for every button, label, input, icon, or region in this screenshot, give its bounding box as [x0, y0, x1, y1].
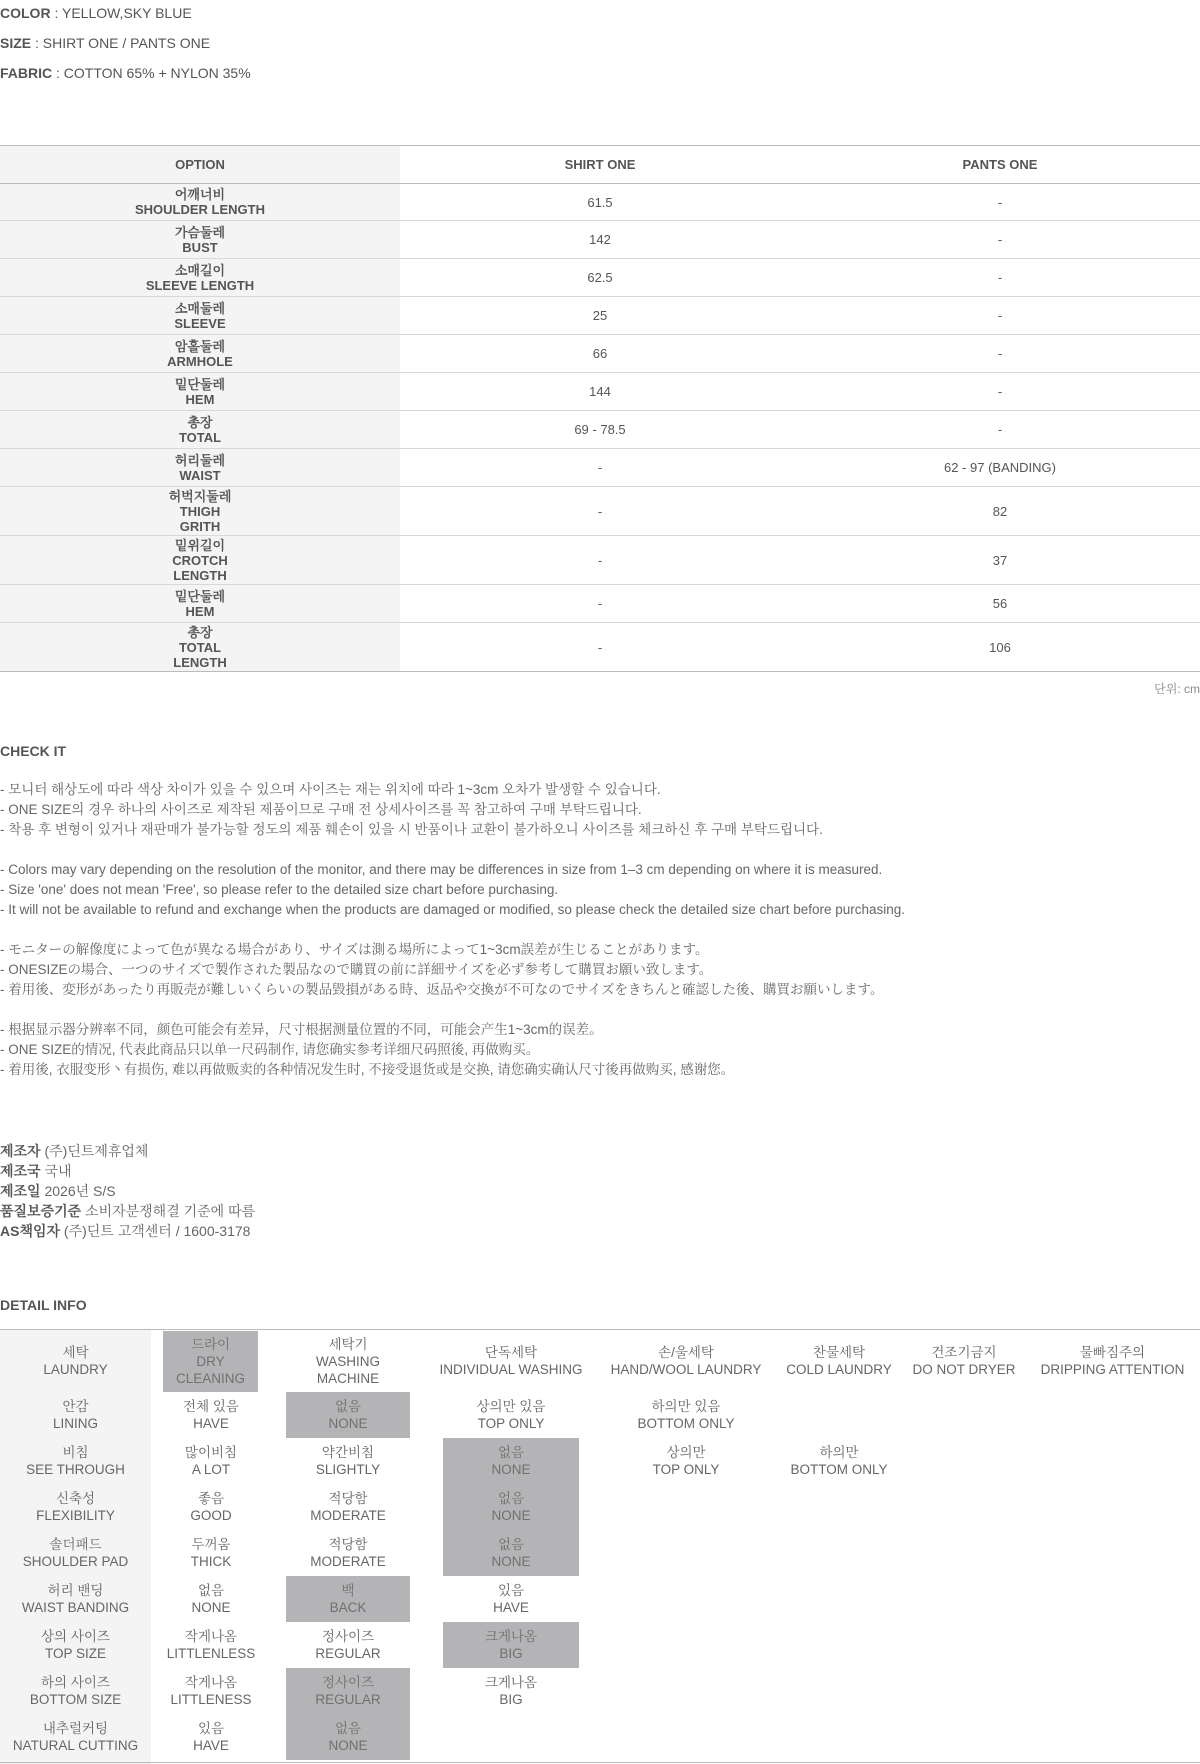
detail-cell-text: HAVE — [493, 1600, 529, 1615]
size-pants-cell: - — [800, 221, 1200, 259]
maker-label: 제조자 — [0, 1143, 41, 1159]
maker-label: 제조일 — [0, 1183, 41, 1199]
size-pants-cell: 37 — [800, 536, 1200, 585]
detail-cell-text: MODERATE — [310, 1554, 386, 1569]
spec-fabric-label: FABRIC — [0, 65, 53, 81]
detail-cell-text: SLIGHTLY — [315, 1462, 381, 1477]
spec-color-value: : YELLOW,SKY BLUE — [50, 5, 192, 21]
detail-row-label — [0, 1714, 151, 1760]
detail-cell-text: 비침 — [62, 1445, 89, 1460]
detail-option — [443, 1392, 579, 1438]
detail-cell-text: NONE — [328, 1416, 368, 1431]
detail-cell-text: 없음 — [334, 1721, 362, 1736]
detail-cell-text: WAIST BANDING — [21, 1600, 130, 1615]
detail-cell-text: 드라이 — [190, 1337, 231, 1352]
size-table-row — [0, 373, 1200, 411]
check-it-title: CHECK IT — [0, 743, 67, 759]
detail-cell-text: 단독세탁 — [484, 1345, 538, 1360]
maker-value: 국내 — [40, 1163, 72, 1179]
detail-cell-text: NATURAL CUTTING — [12, 1738, 139, 1753]
detail-cell-text: SHOULDER PAD — [22, 1554, 129, 1569]
size-table-row — [0, 585, 1200, 623]
maker-label: 제조국 — [0, 1163, 41, 1179]
detail-cell-text: 적당함 — [328, 1537, 368, 1552]
size-shirt-cell: - — [400, 623, 800, 672]
detail-cell-text: THICK — [190, 1554, 232, 1569]
detail-option — [443, 1484, 579, 1530]
detail-cell-text: TOP ONLY — [652, 1462, 720, 1477]
detail-cell-text: LITTLENLESS — [166, 1646, 256, 1661]
size-option-ko: 허벅지둘레 — [168, 488, 232, 504]
detail-option — [443, 1622, 579, 1668]
detail-cell-text: 하의만 — [819, 1445, 859, 1460]
spec-color-label: COLOR — [0, 5, 51, 21]
detail-cell-text: COLD LAUNDRY — [786, 1362, 892, 1377]
maker-value: 2026년 S/S — [40, 1183, 116, 1199]
detail-cell-text: DRIPPING ATTENTION — [1040, 1362, 1185, 1377]
detail-cell-text: 크게나옴 — [484, 1629, 538, 1644]
spec-size-label: SIZE — [0, 35, 32, 51]
detail-cell-text: 작게나옴 — [184, 1629, 238, 1644]
detail-cell-text: 크게나옴 — [484, 1675, 538, 1690]
detail-cell-text: 적당함 — [328, 1491, 368, 1506]
size-table-row — [0, 184, 1200, 221]
detail-cell-text: NONE — [191, 1600, 231, 1615]
size-option-en: BUST — [182, 239, 218, 255]
detail-row-label — [0, 1622, 151, 1668]
detail-option — [286, 1668, 410, 1714]
detail-option — [151, 1530, 271, 1576]
detail-cell-text: NONE — [328, 1738, 368, 1753]
detail-option — [1030, 1330, 1195, 1392]
detail-cell-text: 세탁기 — [328, 1336, 368, 1352]
size-option-en: WAIST — [179, 467, 221, 483]
detail-cell-text: 없음 — [497, 1491, 525, 1506]
notice-line: - モニターの解像度によって色が異なる場合があり、サイズは測る場所によって1~3cm誤差が生じることがあります。 — [0, 942, 709, 957]
detail-option — [443, 1530, 579, 1576]
notice-line: - ONE SIZE의 경우 하나의 사이즈로 제작된 제품이므로 구매 전 상세사이즈를 꼭 참고하여 구매 부탁드립니다. — [0, 802, 642, 817]
detail-cell-text: 없음 — [497, 1445, 525, 1460]
notice-line: - 根据显示器分辨率不同，颜色可能会有差异，尺寸根据测量位置的不同，可能会产生1~3cm的误差。 — [0, 1022, 603, 1037]
size-table-row — [0, 487, 1200, 536]
spec-color — [0, 5, 192, 21]
size-option-ko: 밑단둘레 — [174, 588, 226, 604]
detail-option — [437, 1330, 585, 1392]
size-shirt-cell: 66 — [400, 335, 800, 373]
detail-option — [151, 1484, 271, 1530]
detail-cell-text: 세탁 — [62, 1345, 89, 1360]
detail-option — [151, 1714, 271, 1760]
size-table-row — [0, 335, 1200, 373]
size-shirt-cell: 61.5 — [400, 184, 800, 221]
size-option-cell — [0, 259, 400, 297]
detail-cell-text: 있음 — [497, 1583, 525, 1598]
detail-row-label — [0, 1576, 151, 1622]
size-option-cell — [0, 184, 400, 221]
notice-line: - 着用後、変形があったり再販売が難しいくらいの製品毀損がある時、返品や交換が不可なのでサイズをきちんと確認した後、購買お願いします。 — [0, 982, 884, 997]
maker-label: 품질보증기준 — [0, 1203, 82, 1219]
size-pants-cell: 106 — [800, 623, 1200, 672]
detail-cell-text: 없음 — [334, 1399, 362, 1414]
header-option: OPTION — [0, 146, 400, 184]
detail-cell-text: 작게나옴 — [184, 1675, 238, 1690]
detail-option — [286, 1484, 410, 1530]
maker-line — [0, 1141, 255, 1161]
detail-cell-text: SEE THROUGH — [26, 1462, 125, 1477]
detail-cell-text: NONE — [491, 1508, 531, 1523]
detail-cell-text: 두꺼움 — [191, 1537, 231, 1552]
size-table-header — [0, 146, 1200, 184]
detail-cell-text: 약간비침 — [321, 1445, 375, 1460]
detail-option — [443, 1438, 579, 1484]
notice-korean — [0, 780, 1190, 840]
detail-cell-text: 허리 밴딩 — [47, 1583, 104, 1598]
size-option-cell — [0, 411, 400, 449]
detail-cell-text: LINING — [52, 1416, 98, 1431]
size-table-row — [0, 449, 1200, 487]
detail-cell-text: 상의만 있음 — [476, 1399, 546, 1414]
detail-option — [605, 1438, 767, 1484]
notice-japanese — [0, 940, 1190, 1000]
detail-cell-text: 신축성 — [55, 1491, 96, 1506]
detail-option — [605, 1392, 767, 1438]
detail-option — [286, 1576, 410, 1622]
size-option-cell — [0, 297, 400, 335]
detail-cell-text: 물빠짐주의 — [1079, 1345, 1146, 1360]
detail-option — [783, 1438, 895, 1484]
size-pants-cell: - — [800, 411, 1200, 449]
size-option-cell — [0, 585, 400, 623]
detail-cell-text: 상의만 — [666, 1445, 706, 1460]
detail-cell-text: DO NOT DRYER — [912, 1362, 1016, 1377]
notice-line: - 모니터 해상도에 따라 색상 차이가 있을 수 있으며 사이즈는 재는 위치에 따라 1~3cm 오차가 발생할 수 있습니다. — [0, 782, 661, 797]
size-table-row — [0, 411, 1200, 449]
detail-option-dry-cleaning — [163, 1331, 258, 1392]
notice-line: - Colors may vary depending on the resolution of the monitor, and there may be differences in size from 1–3 cm depending on where it is measured. — [0, 862, 883, 877]
size-pants-cell: - — [800, 259, 1200, 297]
detail-cell-text: BOTTOM ONLY — [790, 1462, 888, 1477]
detail-cell-text: CLEANING — [175, 1371, 246, 1386]
detail-option — [286, 1714, 410, 1760]
size-option-en: SLEEVE LENGTH — [145, 277, 255, 293]
notice-line: - 착용 후 변형이 있거나 재판매가 불가능할 정도의 제품 훼손이 있을 시 반품이나 교환이 불가하오니 사이즈를 체크하신 후 구매 부탁드립니다. — [0, 822, 823, 837]
size-shirt-cell: 62.5 — [400, 259, 800, 297]
size-option-en: ARMHOLE — [167, 353, 233, 369]
detail-option — [605, 1330, 767, 1392]
detail-option — [783, 1330, 895, 1392]
detail-row-label — [0, 1530, 151, 1576]
detail-cell-text: HAVE — [193, 1416, 229, 1431]
maker-line — [0, 1221, 255, 1241]
detail-cell-text: 백 — [341, 1583, 355, 1598]
detail-cell-text: 하의만 있음 — [651, 1399, 721, 1414]
size-option-ko: 어깨너비 — [174, 187, 226, 202]
detail-cell-text: REGULAR — [315, 1692, 381, 1707]
size-shirt-cell: - — [400, 487, 800, 536]
size-option-ko: 허리둘레 — [174, 452, 226, 468]
spec-fabric — [0, 65, 251, 81]
detail-cell-text: WASHING MACHINE — [316, 1353, 380, 1386]
size-option-en: THIGH — [179, 503, 221, 519]
size-pants-cell: 56 — [800, 585, 1200, 623]
detail-option — [286, 1330, 410, 1392]
spec-size — [0, 35, 210, 51]
size-option-ko: 소매둘레 — [174, 300, 226, 316]
size-option-en: SHOULDER LENGTH — [135, 202, 265, 217]
size-pants-cell: - — [800, 184, 1200, 221]
size-option-en: HEM — [185, 391, 215, 407]
notice-line: - ONE SIZE的情况, 代表此商品只以单一尺码制作, 请您确实参考详细尺码照後, 再做购买。 — [0, 1042, 540, 1057]
size-shirt-cell: 25 — [400, 297, 800, 335]
notice-english — [0, 860, 1190, 920]
detail-cell-text: 건조기금지 — [931, 1345, 997, 1360]
detail-cell-text: 손/울세탁 — [658, 1345, 714, 1360]
detail-cell-text: BIG — [499, 1646, 523, 1661]
size-shirt-cell: - — [400, 536, 800, 585]
size-table-row — [0, 623, 1200, 672]
maker-value: 소비자분쟁해결 기준에 따름 — [81, 1203, 256, 1219]
detail-cell-text: 없음 — [197, 1583, 225, 1598]
size-shirt-cell: 142 — [400, 221, 800, 259]
maker-value: (주)딘트제휴업체 — [40, 1143, 149, 1159]
detail-option — [443, 1668, 579, 1714]
detail-row-label — [0, 1438, 151, 1484]
detail-cell-text: 상의 사이즈 — [41, 1629, 110, 1644]
detail-cell-text: HAVE — [193, 1738, 229, 1753]
maker-value: (주)딘트 고객센터 / 1600-3178 — [60, 1223, 251, 1239]
detail-option — [151, 1622, 271, 1668]
maker-label: AS책임자 — [0, 1223, 61, 1239]
detail-cell-text: 솔더패드 — [49, 1537, 102, 1552]
unit-label: 단위: cm — [1154, 682, 1200, 696]
detail-cell-text: GOOD — [190, 1508, 232, 1523]
notice-line: - It will not be available to refund and exchange when the products are damaged or modified, so please check the detailed size chart before purchasing. — [0, 902, 906, 917]
detail-row-label — [0, 1330, 151, 1392]
detail-option — [286, 1622, 410, 1668]
size-shirt-cell: 69 - 78.5 — [400, 411, 800, 449]
size-option-cell — [0, 449, 400, 487]
size-option-en: TOTAL — [178, 429, 222, 445]
size-pants-cell: - — [800, 335, 1200, 373]
detail-cell-text: LAUNDRY — [43, 1362, 108, 1377]
size-option-cell — [0, 536, 400, 585]
maker-line — [0, 1181, 255, 1201]
detail-cell-text: 내추럴커팅 — [42, 1721, 109, 1736]
detail-cell-text: BACK — [329, 1600, 367, 1615]
detail-cell-text: 좋음 — [197, 1491, 225, 1506]
size-option-en: LENGTH — [173, 654, 227, 670]
size-option-ko: 소매길이 — [174, 262, 226, 278]
size-option-ko: 총장 — [187, 624, 213, 640]
size-table-row — [0, 297, 1200, 335]
detail-option — [151, 1392, 271, 1438]
spec-size-value: : SHIRT ONE / PANTS ONE — [31, 35, 211, 51]
notice-line: - Size 'one' does not mean 'Free', so please refer to the detailed size chart before purchasing. — [0, 882, 559, 897]
detail-cell-text: INDIVIDUAL WASHING — [439, 1362, 583, 1377]
detail-cell-text: 찬물세탁 — [812, 1345, 866, 1360]
size-option-cell — [0, 221, 400, 259]
size-shirt-cell: - — [400, 585, 800, 623]
detail-option — [286, 1530, 410, 1576]
detail-info-grid — [0, 1329, 1200, 1764]
detail-option — [151, 1438, 271, 1484]
detail-option — [151, 1576, 271, 1622]
notice-chinese — [0, 1020, 1190, 1080]
detail-cell-text: 있음 — [197, 1721, 225, 1736]
size-shirt-cell: - — [400, 449, 800, 487]
size-pants-cell: 82 — [800, 487, 1200, 536]
maker-line — [0, 1161, 255, 1181]
size-option-cell — [0, 335, 400, 373]
size-option-en: TOTAL — [178, 639, 222, 655]
detail-option — [443, 1576, 579, 1622]
detail-option — [286, 1438, 410, 1484]
detail-option — [286, 1392, 410, 1438]
detail-cell-text: NONE — [491, 1554, 531, 1569]
detail-cell-text: BOTTOM SIZE — [29, 1692, 122, 1707]
detail-cell-text: BIG — [499, 1692, 523, 1707]
detail-row-label — [0, 1668, 151, 1714]
size-option-cell — [0, 623, 400, 672]
detail-cell-text: BOTTOM ONLY — [637, 1416, 735, 1431]
size-option-ko: 가슴둘레 — [174, 224, 226, 240]
detail-cell-text: NONE — [491, 1462, 531, 1477]
size-option-en: GRITH — [179, 518, 221, 534]
detail-option — [904, 1330, 1024, 1392]
detail-cell-text: 전체 있음 — [183, 1399, 239, 1414]
detail-row-label — [0, 1484, 151, 1530]
size-shirt-cell: 144 — [400, 373, 800, 411]
detail-cell-text: TOP SIZE — [44, 1646, 107, 1661]
detail-cell-text: FLEXIBILITY — [36, 1508, 115, 1523]
maker-info — [0, 1141, 255, 1241]
detail-cell-text: 하의 사이즈 — [41, 1675, 110, 1690]
detail-cell-text: TOP ONLY — [477, 1416, 545, 1431]
size-option-ko: 밑단둘레 — [174, 376, 226, 392]
detail-option — [151, 1668, 271, 1714]
detail-info-title: DETAIL INFO — [0, 1297, 87, 1313]
size-table-row — [0, 536, 1200, 585]
size-option-ko: 암홀둘레 — [174, 338, 226, 354]
detail-cell-text: HAND/WOOL LAUNDRY — [610, 1362, 762, 1377]
detail-cell-text: A LOT — [191, 1462, 231, 1477]
detail-cell-text: MODERATE — [310, 1508, 386, 1523]
size-option-en: LENGTH — [173, 567, 227, 583]
size-option-cell — [0, 487, 400, 536]
detail-cell-text: 안감 — [62, 1399, 89, 1414]
header-pants: PANTS ONE — [800, 146, 1200, 184]
detail-cell-text: DRY — [196, 1354, 225, 1369]
detail-cell-text: REGULAR — [315, 1646, 381, 1661]
detail-cell-text: 정사이즈 — [321, 1629, 375, 1644]
spec-fabric-value: : COTTON 65% + NYLON 35% — [52, 65, 251, 81]
notice-line: - ONESIZEの場合、一つのサイズで製作された製品なので購買の前に詳細サイズを必ず参考して購買お願い致します。 — [0, 962, 713, 977]
maker-line — [0, 1201, 255, 1221]
detail-cell-text: 많이비침 — [184, 1445, 238, 1460]
size-table-row — [0, 259, 1200, 297]
size-pants-cell: - — [800, 297, 1200, 335]
size-option-en: HEM — [185, 603, 215, 619]
size-option-en: SLEEVE — [174, 315, 226, 331]
size-table — [0, 145, 1200, 672]
size-pants-cell: 62 - 97 (BANDING) — [800, 449, 1200, 487]
header-shirt: SHIRT ONE — [400, 146, 800, 184]
notice-line: - 着用後, 衣服变形丶有损伤, 难以再做贩卖的各种情况发生时, 不接受退货或是交换, 请您确实确认尺寸後再做购买, 感谢您。 — [0, 1062, 735, 1077]
size-option-en: CROTCH — [172, 552, 228, 568]
size-option-cell — [0, 373, 400, 411]
detail-row-label — [0, 1392, 151, 1438]
detail-cell-text: 정사이즈 — [321, 1675, 375, 1690]
size-pants-cell: - — [800, 373, 1200, 411]
detail-cell-text: 없음 — [497, 1537, 525, 1552]
size-option-ko: 밑위길이 — [174, 537, 226, 553]
detail-cell-text: LITTLENESS — [170, 1692, 252, 1707]
size-option-ko: 총장 — [187, 414, 213, 430]
size-table-row — [0, 221, 1200, 259]
